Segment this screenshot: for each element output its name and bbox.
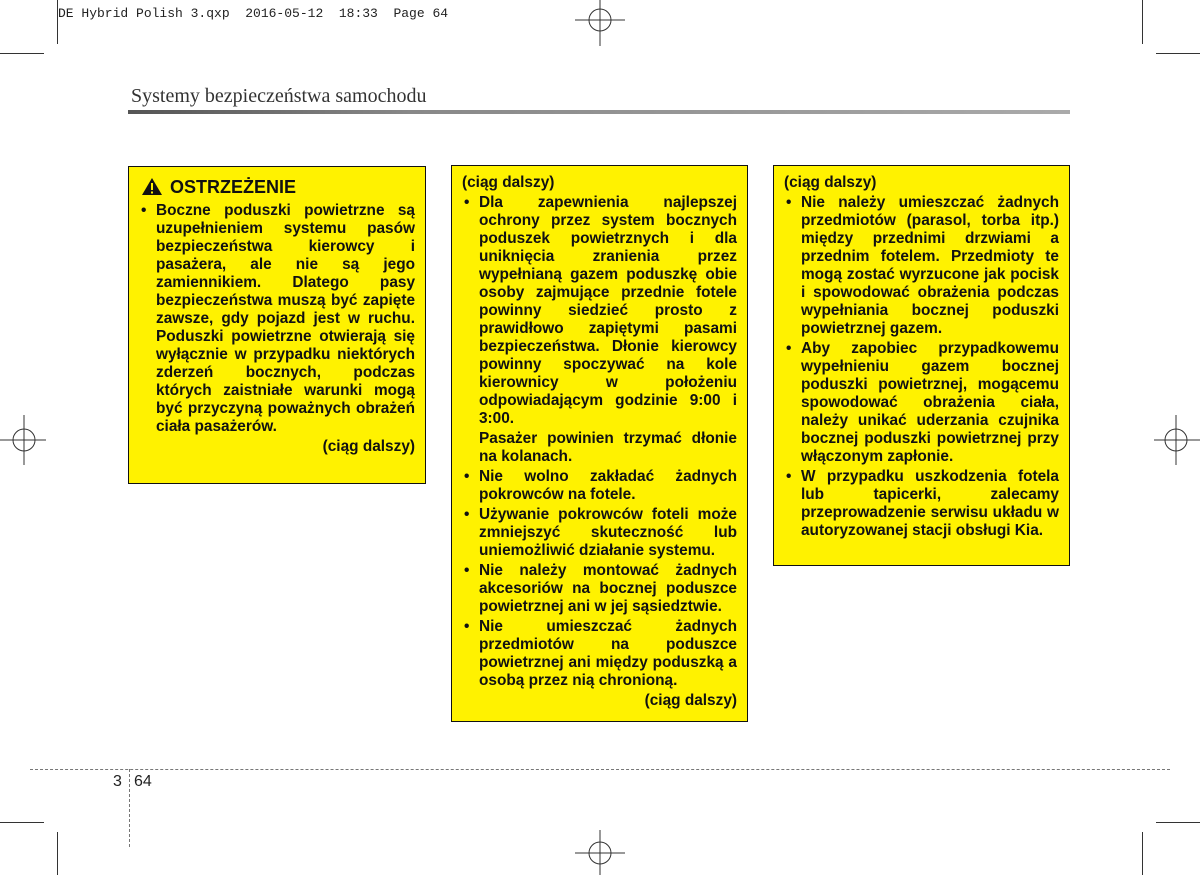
print-slug: DE Hybrid Polish 3.qxp 2016-05-12 18:33 Page 64 <box>58 6 449 21</box>
continued-label: (ciąg dalszy) <box>784 174 877 191</box>
list-item: • Nie umieszczać żadnych przedmiotów na poduszce powietrznej ani między poduszką a osobą przez nią chronioną. <box>462 618 737 690</box>
list-item: • Używanie pokrowców foteli może zmniejszyć skuteczność lub uniemożliwić działanie systemu. <box>462 506 737 560</box>
section-title: Systemy bezpieczeństwa samochodu <box>131 85 427 107</box>
list-item: • Aby zapobiec przypadkowemu wypełnieniu gazem bocznej poduszki powietrznej, mogącemu spowodować obrażenia ciała, należy unikać uderzania czujnika bocznej poduszki powietrznej przy włączonym zapłonie. <box>784 340 1059 466</box>
list-item: • Nie należy montować żadnych akcesoriów na bocznej poduszce powietrznej ani w jej sąsiedztwie. <box>462 562 737 616</box>
list-item: • Boczne poduszki powietrzne są uzupełnieniem systemu pasów bezpieczeństwa kierowcy i pasażera, ale nie są jego zamiennikiem. Dlatego pasy bezpieczeństwa muszą być zapięte zawsze, gdy pojazd jest w ruchu. Poduszki powietrzne otwierają się wyłącznie w przypadku niektórych zderzeń bocznych, podczas których zaistniałe warunki mogą być przyczyną poważnych obrażeń ciała pasażerów. <box>139 202 415 436</box>
crop-mark <box>1156 53 1200 54</box>
warning-title: OSTRZEŻENIE <box>170 176 297 197</box>
warning-triangle-icon <box>141 177 163 196</box>
warning-list <box>139 202 415 436</box>
title-rule <box>128 110 1070 114</box>
registration-mark-icon <box>570 828 630 875</box>
continued-label: (ciąg dalszy) <box>322 438 415 455</box>
crop-mark <box>57 832 58 875</box>
continued-label: (ciąg dalszy) <box>644 692 737 709</box>
registration-mark-icon <box>570 0 630 50</box>
chapter-number: 3 <box>113 773 122 790</box>
warning-box-continued <box>451 165 748 722</box>
continued-label: (ciąg dalszy) <box>462 174 555 191</box>
warning-box <box>128 166 426 484</box>
warning-list <box>462 194 737 428</box>
crop-mark <box>1156 822 1200 823</box>
crop-mark <box>0 822 44 823</box>
crop-mark <box>1142 0 1143 44</box>
crop-mark <box>0 53 44 54</box>
registration-mark-icon <box>0 410 50 470</box>
page-number: 64 <box>134 773 152 790</box>
list-item: • Nie należy umieszczać żadnych przedmiotów (parasol, torba itp.) między przednimi drzwiami a przednim fotelem. Przedmioty te mogą zostać wyrzucone jak pocisk i spowodować obrażenia podczas wypełniania bocznej poduszki powietrznej gazem. <box>784 194 1059 338</box>
warning-list <box>784 194 1059 540</box>
crop-mark <box>57 0 58 44</box>
crop-mark <box>1142 832 1143 875</box>
list-item-note: Pasażer powinien trzymać dłonie na kolanach. <box>479 430 737 465</box>
list-item: • Dla zapewnienia najlepszej ochrony przez system bocznych poduszek powietrznych i dla uniknięcia zranienia przez wypełnianą gazem poduszkę obie osoby zajmujące przednie fotele powinny siedzieć prosto z prawidłowo zapiętymi pasami bezpieczeństwa. Dłonie kierowcy powinny spoczywać na kole kierownicy w położeniu odpowiadającym godzinie 9:00 i 3:00. <box>462 194 737 428</box>
registration-mark-icon <box>1150 410 1200 470</box>
list-item: • Nie wolno zakładać żadnych pokrowców na fotele. <box>462 468 737 504</box>
warning-list <box>462 468 737 690</box>
warning-box-continued <box>773 165 1070 566</box>
list-item: • W przypadku uszkodzenia fotela lub tapicerki, zalecamy przeprowadzenie serwisu układu w autoryzowanej stacji obsługi Kia. <box>784 468 1059 540</box>
warning-header <box>141 177 415 196</box>
footer-divider <box>129 769 130 847</box>
footer-rule <box>30 769 1170 770</box>
